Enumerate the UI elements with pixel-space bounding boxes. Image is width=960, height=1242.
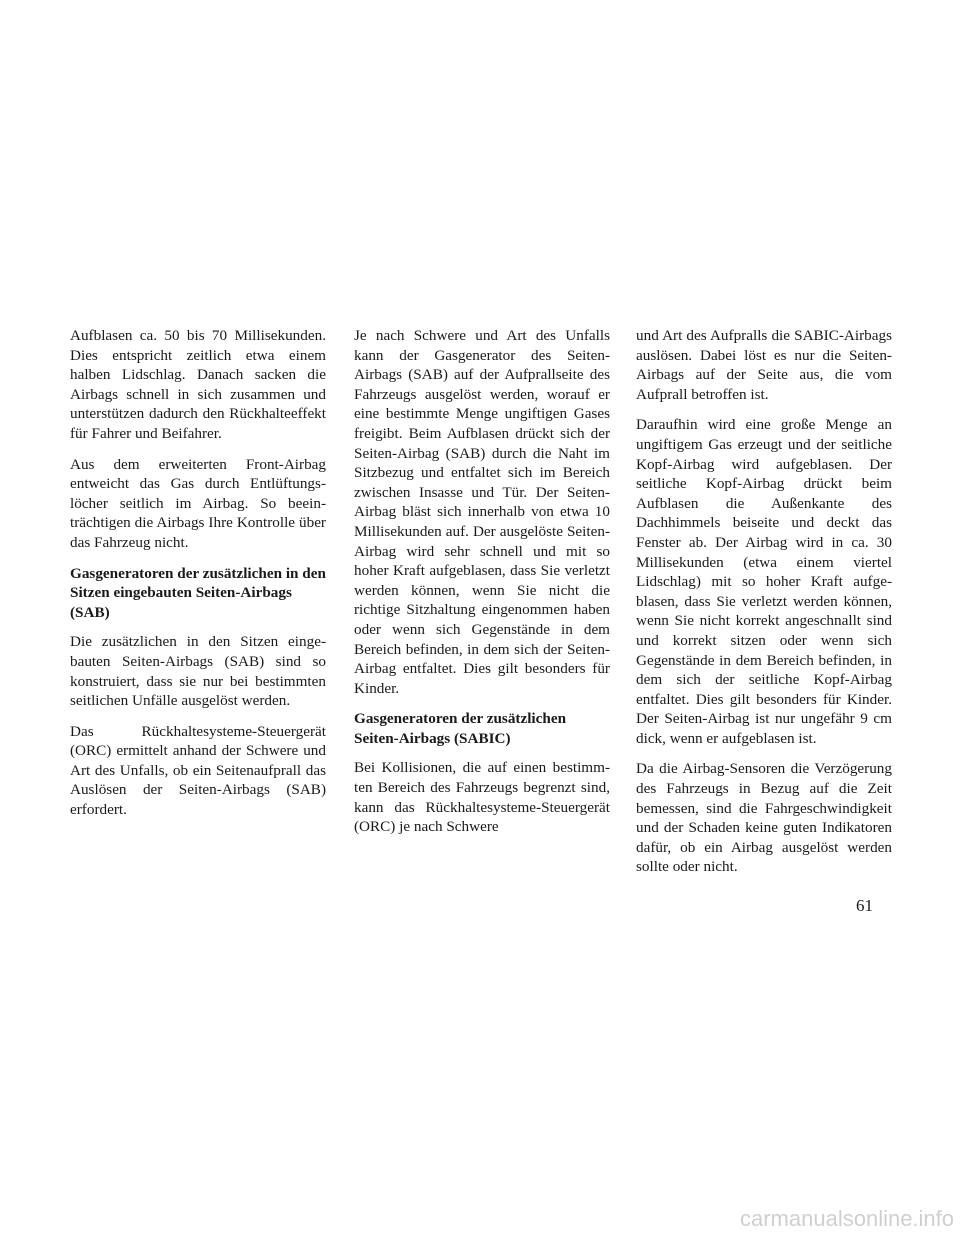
paragraph: Aufblasen ca. 50 bis 70 Millisekunden. Dies entspricht zeitlich etwa einem halben Lidschlag. Danach sacken die Airbags schnell in sich zusammen und unterstützen dadurch den Rückhalteeffekt für Fahrer und Beifahrer.	[70, 327, 326, 442]
watermark: carmanualsonline.info	[740, 1206, 955, 1231]
paragraph: Da die Airbag-Sensoren die Verzögerung des Fahrzeugs in Bezug auf die Zeit bemessen, sind die Fahrgeschwindigkeit und der Schaden keine guten Indikatoren dafür, ob ein Airbag ausgelöst werden sollte oder nicht.	[636, 760, 892, 876]
text-column-right	[636, 326, 892, 888]
text-column-middle	[354, 326, 610, 848]
paragraph: Die zusätzlichen in den Sitzen eingebauten Seiten-Airbags (SAB) sind so konstruiert, dass sie nur bei bestimmten seitlichen Unfälle ausgelöst werden.	[70, 633, 326, 710]
text-column-left	[70, 326, 326, 831]
section-heading-sab: Gasgeneratoren der zusätzlichen in den Sitzen eingebauten Seiten-Airbags (SAB)	[70, 564, 326, 621]
paragraph: Je nach Schwere und Art des Unfalls kann der Gasgenerator des Seiten-Airbags (SAB) auf der Aufprallseite des Fahrzeugs ausgelöst werden, worauf er eine bestimmte Menge ungiftigen Gases freigibt. Beim Aufblasen drückt sich der Seiten-Airbag (SAB) durch die Naht im Sitzbezug und entfaltet sich im Bereich zwischen Insasse und Tür. Der Seiten-Airbag bläst sich innerhalb von etwa 10 Millisekunden auf. Der ausgelöste Seiten-Airbag wird sehr schnell und mit so hoher Kraft aufgeblasen, dass Sie verletzt werden können, wenn Sie nicht die richtige Sitzhaltung eingenommen haben oder wenn sich Gegenstände in dem Bereich befinden, in dem sich der Seiten-Airbag entfaltet. Dies gilt besonders für Kinder.	[354, 327, 610, 697]
paragraph: Bei Kollisionen, die auf einen bestimmten Bereich des Fahrzeugs begrenzt sind, kann das Rückhaltesysteme-Steuergerät (ORC) je nach Schwere	[354, 759, 610, 836]
paragraph: und Art des Aufpralls die SABIC-Airbags auslösen. Dabei löst es nur die Seiten-Airbags auf der Seite aus, die vom Aufprall betroffen ist.	[636, 327, 892, 403]
paragraph: Das Rückhaltesysteme-Steuergerät (ORC) ermittelt anhand der Schwere und Art des Unfalls, ob ein Seitenaufprall das Auslösen der Seiten-Airbags (SAB) erfordert.	[70, 722, 326, 819]
section-heading-sabic: Gasgeneratoren der zusätzlichen Seiten-Airbags (SABIC)	[354, 710, 567, 747]
paragraph: Daraufhin wird eine große Menge an ungiftigem Gas erzeugt und der seitliche Kopf-Airbag wird aufgeblasen. Der seitliche Kopf-Airbag drückt beim Aufblasen die Außenkante des Dachhimmels beiseite und deckt das Fenster ab. Der Airbag wird in ca. 30 Millisekunden (etwa einem viertel Lidschlag) mit so hoher Kraft aufgeblasen, dass Sie verletzt werden können, wenn Sie nicht korrekt angeschnallt sind und korrekt sitzen oder wenn sich Gegenstände in dem Bereich befinden, in dem sich der seitliche Kopf-Airbag entfaltet. Dies gilt besonders für Kinder. Der Seiten-Airbag ist nur ungefähr 9 cm dick, wenn er aufgeblasen ist.	[636, 416, 892, 747]
paragraph: Aus dem erweiterten Front-Airbag entweicht das Gas durch Entlüftungslöcher seitlich im Airbag. So beeinträchtigen die Airbags Ihre Kontrolle über das Fahrzeug nicht.	[70, 455, 326, 551]
page-number: 61	[856, 896, 873, 915]
